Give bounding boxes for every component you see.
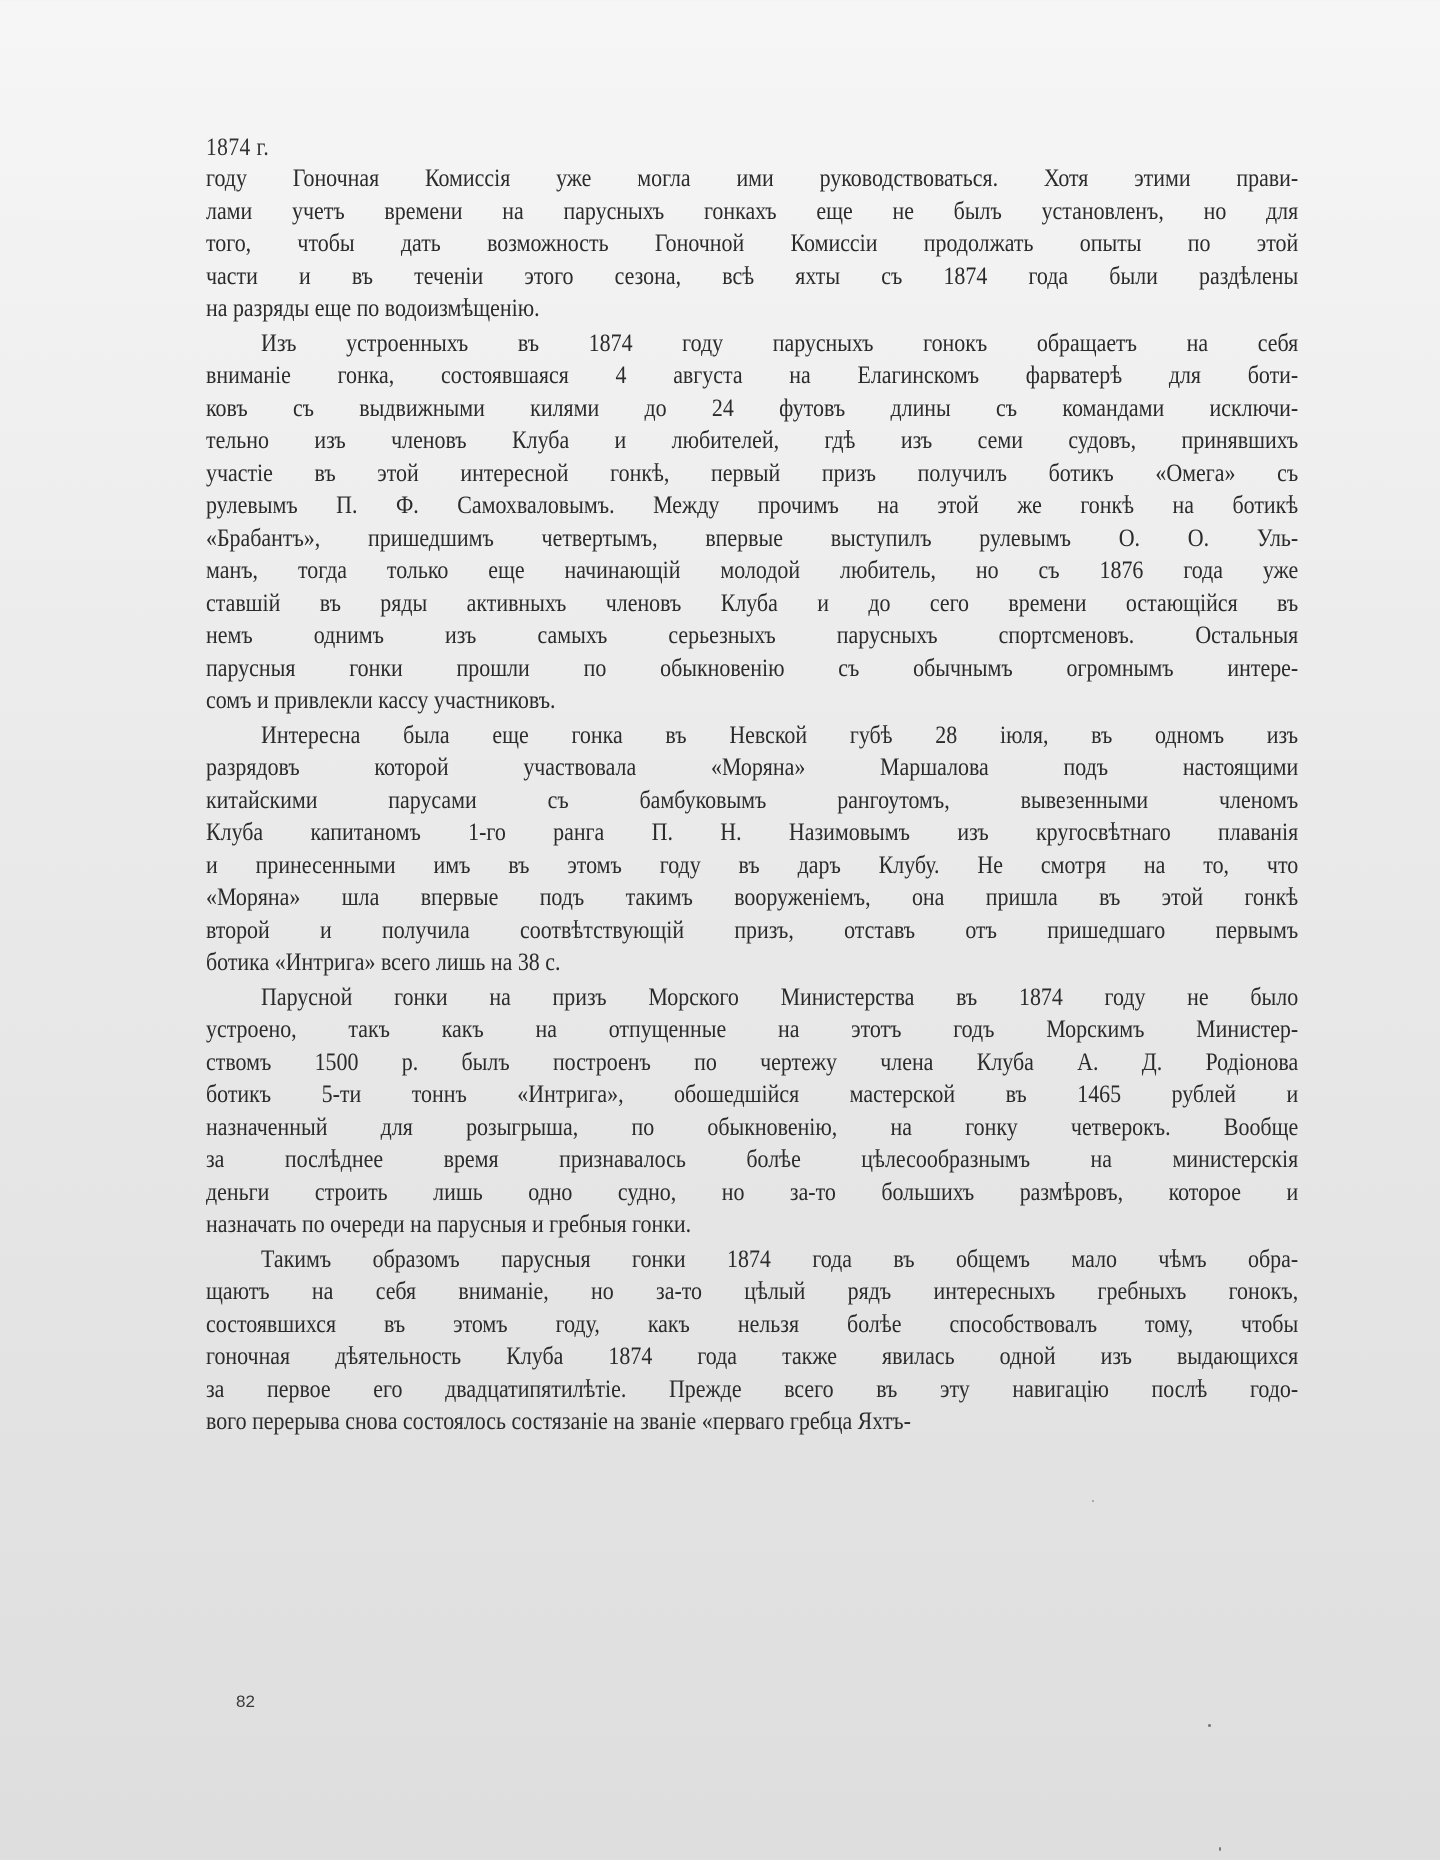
text-line [206,292,1298,324]
text-line-content: устроено, такъ какъ на отпущенные на этотъ годъ Морскимъ Министер- [206,1014,1299,1043]
text-line [206,489,1298,521]
text-line-content: вого перерыва снова состоялось состязаніе на званіе «перваго гребца Яхтъ- [206,1406,911,1435]
paper-speck [1092,1500,1094,1502]
text-line [206,227,1298,259]
text-line [206,751,1298,783]
text-line-content: лами учетъ времени на парусныхъ гонкахъ еще не былъ установленъ, но для [206,195,1299,225]
text-line [206,1243,1298,1275]
text-line [206,1373,1298,1405]
text-line [206,1405,1298,1437]
page-number: 82 [236,1692,255,1711]
text-line [206,946,1298,978]
text-line [206,619,1298,651]
text-line [206,1340,1298,1372]
text-line-content: гоночная дѣятельность Клуба 1874 года также явилась одной изъ выдающихся [206,1341,1299,1370]
text-line-content: Интересна была еще гонка въ Невской губѣ 28 іюля, въ одномъ изъ [261,719,1299,749]
text-line-content: тельно изъ членовъ Клуба и любителей, гдѣ изъ семи судовъ, принявшихъ [206,425,1299,454]
text-line-content: за первое его двадцатипятилѣтіе. Прежде всего въ эту навигацію послѣ годо- [206,1373,1299,1403]
text-line [206,1176,1298,1208]
text-line [206,881,1298,913]
text-line-content: Клуба капитаномъ 1-го ранга П. Н. Назимовымъ изъ кругосвѣтнаго плаванія [206,817,1299,846]
text-line [206,784,1298,816]
text-line [206,392,1298,424]
text-line-content: того, чтобы дать возможность Гоночной Комиссіи продолжать опыты по этой [206,228,1299,257]
text-line-content: ствомъ 1500 р. былъ построенъ по чертежу члена Клуба А. Д. Родіонова [206,1046,1299,1076]
text-line-content: деньги строить лишь одно судно, но за-то большихъ размѣровъ, которое и [206,1176,1299,1206]
text-line-content: немъ однимъ изъ самыхъ серьезныхъ парусныхъ спортсменовъ. Остальныя [206,620,1299,649]
text-line [206,1208,1298,1240]
text-line-content: Изъ устроенныхъ въ 1874 году парусныхъ гонокъ обращаетъ на себя [261,327,1299,357]
text-line [206,1111,1298,1143]
text-line [206,1046,1298,1078]
text-line-content: ботикъ 5-ти тоннъ «Интрига», обошедшійся мастерской въ 1465 рублей и [206,1079,1299,1108]
text-line [206,195,1298,227]
text-line-content: на разряды еще по водоизмѣщенію. [206,293,540,322]
text-line-content: манъ, тогда только еще начинающій молодой любитель, но съ 1876 года уже [206,555,1299,584]
text-line [206,719,1298,751]
text-line-content: щаютъ на себя вниманіе, но за-то цѣлый рядъ интересныхъ гребныхъ гонокъ, [206,1276,1299,1305]
text-line-content: ковъ съ выдвижными килями до 24 футовъ длины съ командами исключи- [206,392,1299,422]
text-line-content: «Брабантъ», пришедшимъ четвертымъ, впервые выступилъ рулевымъ О. О. Уль- [206,522,1299,552]
text-line-content: парусныя гонки прошли по обыкновенію съ обычнымъ огромнымъ интере- [206,652,1299,682]
text-line-content: ставшій въ ряды активныхъ членовъ Клуба и до сего времени остающійся въ [206,587,1299,617]
text-line [206,849,1298,881]
text-line-content: вниманіе гонка, состоявшаяся 4 августа на Елагинскомъ фарватерѣ для боти- [206,360,1299,389]
text-line-content: за послѣднее время признавалось болѣе цѣлесообразнымъ на министерскія [206,1144,1299,1173]
paper-speck [1208,1724,1211,1727]
text-line [206,1143,1298,1175]
text-line-content: «Моряна» шла впервые подъ такимъ вооруженіемъ, она пришла въ этой гонкѣ [206,882,1299,911]
text-line [206,652,1298,684]
text-line-content: Парусной гонки на призъ Морского Министерства въ 1874 году не было [261,981,1299,1011]
text-line-content: сомъ и привлекли кассу участниковъ. [206,685,556,714]
text-line [206,684,1298,716]
text-line-content: рулевымъ П. Ф. Самохваловымъ. Между прочимъ на этой же гонкѣ на ботикѣ [206,490,1299,519]
text-line [206,816,1298,848]
text-line-content: году Гоночная Комиссія уже могла ими руководствоваться. Хотя этими прави- [206,163,1299,192]
text-line-content: ботика «Интрига» всего лишь на 38 с. [206,947,561,976]
text-line [206,1078,1298,1110]
paper-speck [1219,1847,1221,1851]
text-line-content: и принесенными имъ въ этомъ году въ даръ Клубу. Не смотря на то, что [206,849,1299,879]
text-line [206,1013,1298,1045]
text-line [206,1275,1298,1307]
text-line [206,914,1298,946]
text-line-content: назначать по очереди на парусныя и гребныя гонки. [206,1209,692,1238]
text-line-content: части и въ теченіи этого сезона, всѣ яхты съ 1874 года были раздѣлены [206,260,1299,290]
text-line-content: Такимъ образомъ парусныя гонки 1874 года въ общемъ мало чѣмъ обра- [261,1243,1299,1273]
text-line-content: второй и получила соотвѣтствующій призъ, отставъ отъ пришедшаго первымъ [206,914,1299,944]
text-line [206,424,1298,456]
running-head: 1874 г. [206,134,270,161]
text-line-content: участіе въ этой интересной гонкѣ, первый призъ получилъ ботикъ «Омега» съ [206,457,1299,487]
text-line-content: китайскими парусами съ бамбуковымъ рангоутомъ, вывезенными членомъ [206,784,1299,814]
text-line-content: разрядовъ которой участвовала «Моряна» Маршалова подъ настоящими [206,752,1299,781]
text-line [206,260,1298,292]
text-line [206,162,1298,194]
text-line [206,587,1298,619]
text-line [206,554,1298,586]
text-line [206,522,1298,554]
text-line-content: состоявшихся въ этомъ году, какъ нельзя болѣе способствовалъ тому, чтобы [206,1308,1299,1338]
text-line [206,1308,1298,1340]
text-line [206,457,1298,489]
text-line-content: назначенный для розыгрыша, по обыкновенію, на гонку четверокъ. Вообще [206,1111,1299,1141]
text-line [206,359,1298,391]
text-line [206,327,1298,359]
text-line [206,981,1298,1013]
